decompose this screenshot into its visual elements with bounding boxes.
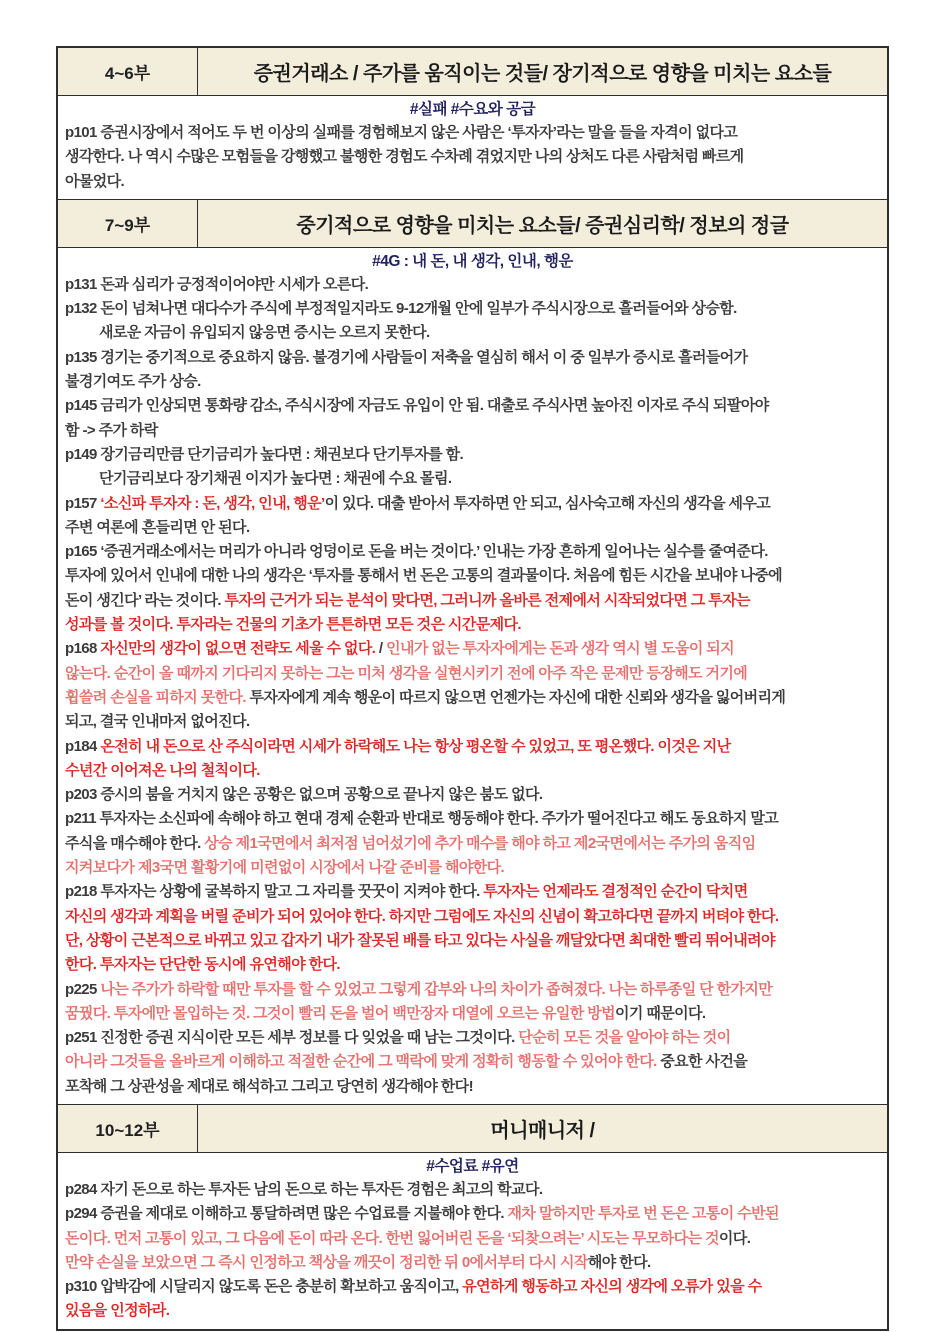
section-header-row	[58, 199, 887, 248]
note-line	[65, 370, 880, 394]
note-text-segment: 성과를 볼 것이다. 투자라는 건물의 기초가 튼튼하면 모든 것은 시간문제다.	[65, 616, 521, 634]
hashtag-line: #4G : 내 돈, 내 생각, 인내, 행운	[372, 252, 573, 270]
note-text-segment: 불경기여도 주가 상승.	[65, 373, 201, 391]
note-line	[65, 1026, 880, 1050]
note-line	[65, 832, 880, 856]
note-text-segment: 이기 때문이다.	[615, 1004, 706, 1022]
note-line	[65, 710, 880, 734]
section-title: 머니매니저 /	[490, 1119, 595, 1142]
note-text-segment: p149 장기금리만큼 단기금리가 높다면 : 채권보다 단기투자를 함.	[65, 445, 464, 463]
note-text-segment: 아니라 그것들을 올바르게 이해하고 적절한 순간에 그 맥락에 맞게 정확히 행동할 수 있어야 한다.	[65, 1053, 661, 1071]
note-text-segment: 꿈꿨다. 투자에만 몰입하는 것. 그것이 빨리 돈을 벌어 백만장자 대열에 오르는 유일한 방법	[65, 1004, 615, 1022]
note-text-segment: 한다. 투자자는 단단한 동시에 유연해야 한다.	[65, 956, 340, 974]
note-text-segment: /	[375, 640, 387, 658]
section-part-label: 7~9부	[58, 200, 198, 247]
note-line	[65, 1251, 880, 1275]
note-text-segment: 이 있다. 대출 받아서 투자하면 안 되고, 심사숙고해 자신의 생각을 세우고	[324, 494, 771, 512]
note-line	[65, 589, 880, 613]
note-text-segment: 유연하게 행동하고 자신의 생각에 오류가 있을 수	[462, 1278, 762, 1296]
note-line	[65, 1227, 880, 1251]
section-part-label: 4~6부	[58, 48, 198, 95]
note-text-segment: p225	[65, 980, 101, 998]
note-text-segment: p184	[65, 737, 101, 755]
note-line	[65, 516, 880, 540]
note-line	[65, 1299, 880, 1323]
note-text-segment: 주식을 매수해야 한다.	[65, 834, 205, 852]
note-line	[65, 880, 880, 904]
note-text-segment: 자신의 생각과 계획을 버릴 준비가 되어 있어야 한다. 하지만 그럼에도 자신의 신념이 확고하다면 끝까지 버텨야 한다.	[65, 907, 779, 925]
note-text-segment: 만약 손실을 보았으면 그 즉시 인정하고 책상을 깨끗이 정리한 뒤 0에서부터 다시 시작	[65, 1253, 588, 1271]
note-text-segment: p165 ‘증권거래소에서는 머리가 아니라 엉덩이로 돈을 버는 것이다.’ 인내는 가장 흔하게 일어나는 실수를 줄여준다.	[65, 543, 768, 561]
section-body	[58, 248, 887, 1104]
section-header-row	[58, 1104, 887, 1153]
note-text-segment: p310 압박감에 시달리지 않도록 돈은 충분히 확보하고 움직이고,	[65, 1278, 463, 1296]
note-text-segment: ‘소신파 투자자 : 돈, 생각, 인내, 행운’	[100, 494, 325, 512]
note-text-segment: 포착해 그 상관성을 제대로 해석하고 그리고 당연히 생각해야 한다!	[65, 1077, 473, 1095]
note-text-segment: 나는 주가가 하락할 때만 투자를 할 수 있었고 그렇게 갑부와 나의 차이가 좁혀졌다. 나는 하루종일 단 한가지만	[100, 980, 773, 998]
note-text-segment: 인내가 없는 투자자에게는 돈과 생각 역시 별 도움이 되지	[386, 640, 735, 658]
note-text-segment: 투자자에게 계속 행운이 따르지 않으면 언젠가는 자신에 대한 신뢰와 생각을 잃어버리게	[249, 688, 786, 706]
note-line	[65, 170, 880, 194]
note-line	[65, 686, 880, 710]
note-text-segment: 돈이다. 먼저 고통이 있고, 그 다음에 돈이 따라 온다. 한번 잃어버린 돈을 ‘되찾으려는’ 시도는 무모하다는 것	[65, 1229, 719, 1247]
note-text-segment: 돈이 생긴다’ 라는 것이다.	[65, 591, 225, 609]
section-header-row	[58, 48, 887, 96]
note-line	[65, 662, 880, 686]
note-text-segment: 않는다. 순간이 올 때까지 기다리지 못하는 그는 미처 생각을 실현시키기 전에 아주 작은 문제만 등장해도 거기에	[65, 664, 748, 682]
note-line	[65, 273, 880, 297]
note-text-segment: p157	[65, 494, 101, 512]
note-line	[65, 735, 880, 759]
note-text-segment: 투자에 있어서 인내에 대한 나의 생각은 ‘투자를 통해서 번 돈은 고통의 결과물이다. 처음에 힘든 시간을 보내야 나중에	[65, 567, 783, 585]
section-body	[58, 1153, 887, 1329]
hashtag-line: #수업료 #유연	[426, 1157, 519, 1175]
note-text-segment: 이다.	[718, 1229, 751, 1247]
note-text-segment: 재차 말하지만 투자로 번 돈은 고통이 수반된	[507, 1205, 779, 1223]
note-text-segment: p203 증시의 붐을 거치지 않은 공황은 없으며 공황으로 끝나지 않은 붐도 없다.	[65, 786, 543, 804]
note-text-segment: 온전히 내 돈으로 산 주식이라면 시세가 하락해도 나는 항상 평온할 수 있었고, 또 평온했다. 이것은 지난	[100, 737, 731, 755]
note-line	[65, 346, 880, 370]
note-text-segment: 함 -> 주가 하락	[65, 421, 158, 439]
note-line	[65, 1075, 880, 1099]
note-text-segment: 되고, 결국 인내마저 없어진다.	[65, 713, 250, 731]
note-text-segment: 단기금리보다 장기채권 이지가 높다면 : 채권에 수요 몰림.	[99, 470, 452, 488]
note-line	[65, 1275, 880, 1299]
note-line	[65, 1202, 880, 1226]
note-line	[65, 394, 880, 418]
note-text-segment: p218 투자자는 상황에 굴복하지 말고 그 자리를 꿋꿋이 지켜야 한다.	[65, 883, 484, 901]
note-line	[65, 613, 880, 637]
note-line	[65, 121, 880, 145]
note-line	[65, 1050, 880, 1074]
note-text-segment: p145 금리가 인상되면 통화량 감소, 주식시장에 자금도 유입이 안 됨. 대출로 주식사면 높아진 이자로 주식 되팔아야	[65, 397, 769, 415]
note-text-segment: 생각한다. 나 역시 수많은 모험들을 강행했고 불행한 경험도 수차례 겪었지만 나의 상처도 다른 사람처럼 빠르게	[65, 148, 744, 166]
note-text-segment: 자신만의 생각이 없으면 전략도 세울 수 없다.	[100, 640, 376, 658]
note-line	[65, 978, 880, 1002]
note-text-segment: 단순히 모든 것을 알아야 하는 것이	[518, 1029, 731, 1047]
note-text-segment: 상승 제1국면에서 최저점 넘어섰기에 추가 매수를 해야 하고 제2국면에서는 주가의 움직임	[204, 834, 756, 852]
document-table	[56, 46, 889, 1331]
note-line	[65, 321, 880, 345]
note-line	[65, 1178, 880, 1202]
note-line	[65, 637, 880, 661]
note-line	[65, 807, 880, 831]
note-line	[65, 929, 880, 953]
note-line	[65, 783, 880, 807]
note-line	[65, 759, 880, 783]
note-text-segment: 있음을 인정하라.	[65, 1302, 170, 1320]
note-text-segment: p284 자기 돈으로 하는 투자든 남의 돈으로 하는 투자든 경험은 최고의 학교다.	[65, 1180, 543, 1198]
note-text-segment: p132 돈이 넘쳐나면 대다수가 주식에 부정적일지라도 9-12개월 안에 일부가 주식시장으로 흘러들어와 상승함.	[65, 300, 737, 318]
section-title: 중기적으로 영향을 미치는 요소들/ 증권심리학/ 정보의 정글	[296, 214, 789, 237]
note-text-segment: p251 진정한 증권 지식이란 모든 세부 정보를 다 잊었을 때 남는 그것이다.	[65, 1029, 519, 1047]
note-text-segment: p294 증권을 제대로 이해하고 통달하려면 많은 수업료를 지불해야 한다.	[65, 1205, 508, 1223]
note-text-segment: p131 돈과 심리가 긍정적이어야만 시세가 오른다.	[65, 275, 369, 293]
note-line	[65, 419, 880, 443]
note-text-segment: 휩쓸려 손실을 피하지 못한다.	[65, 688, 250, 706]
note-text-segment: 지켜보다가 제3국면 활황기에 미련없이 시장에서 나갈 준비를 해야한다.	[65, 859, 505, 877]
section-title: 증권거래소 / 주가를 움직이는 것들/ 장기적으로 영향을 미치는 요소들	[253, 63, 832, 85]
section-part-label: 10~12부	[58, 1105, 198, 1152]
note-line	[65, 953, 880, 977]
note-line	[65, 856, 880, 880]
section-body	[58, 96, 887, 199]
note-line	[65, 297, 880, 321]
note-line	[65, 467, 880, 491]
note-line	[65, 1002, 880, 1026]
hashtag-line: #실패 #수요와 공급	[409, 101, 536, 118]
note-line	[65, 145, 880, 169]
note-text-segment: 단, 상황이 근본적으로 바뀌고 있고 갑자기 내가 잘못된 배를 타고 있다는 사실을 깨달았다면 최대한 빨리 뛰어내려야	[65, 931, 775, 949]
note-line	[65, 564, 880, 588]
note-text-segment: p135 경기는 중기적으로 중요하지 않음. 불경기에 사람들이 저축을 열심히 해서 이 중 일부가 증시로 흘러들어가	[65, 348, 748, 366]
note-line	[65, 443, 880, 467]
note-line	[65, 492, 880, 516]
note-line	[65, 905, 880, 929]
note-text-segment: 주변 여론에 흔들리면 안 된다.	[65, 518, 250, 536]
note-text-segment: 중요한 사건을	[660, 1053, 748, 1071]
note-text-segment: 아물었다.	[65, 172, 125, 190]
note-text-segment: 수년간 이어져온 나의 철칙이다.	[65, 761, 260, 779]
note-line	[65, 540, 880, 564]
note-text-segment: p101 증권시장에서 적어도 두 번 이상의 실패를 경험해보지 않은 사람은 ‘투자자’라는 말을 들을 자격이 없다고	[65, 124, 738, 141]
note-text-segment: p168	[65, 640, 101, 658]
note-text-segment: 투자자는 언제라도 결정적인 순간이 닥치면	[483, 883, 748, 901]
note-text-segment: 투자의 근거가 되는 분석이 맞다면, 그러니까 올바른 전제에서 시작되었다면 그 투자는	[224, 591, 750, 609]
note-text-segment: 해야 한다.	[587, 1253, 651, 1271]
note-text-segment: 새로운 자금이 유입되지 않응면 증시는 오르지 못한다.	[99, 324, 430, 342]
note-text-segment: p211 투자자는 소신파에 속해야 하고 현대 경제 순환과 반대로 행동해야 한다. 주가가 떨어진다고 해도 동요하지 말고	[65, 810, 779, 828]
